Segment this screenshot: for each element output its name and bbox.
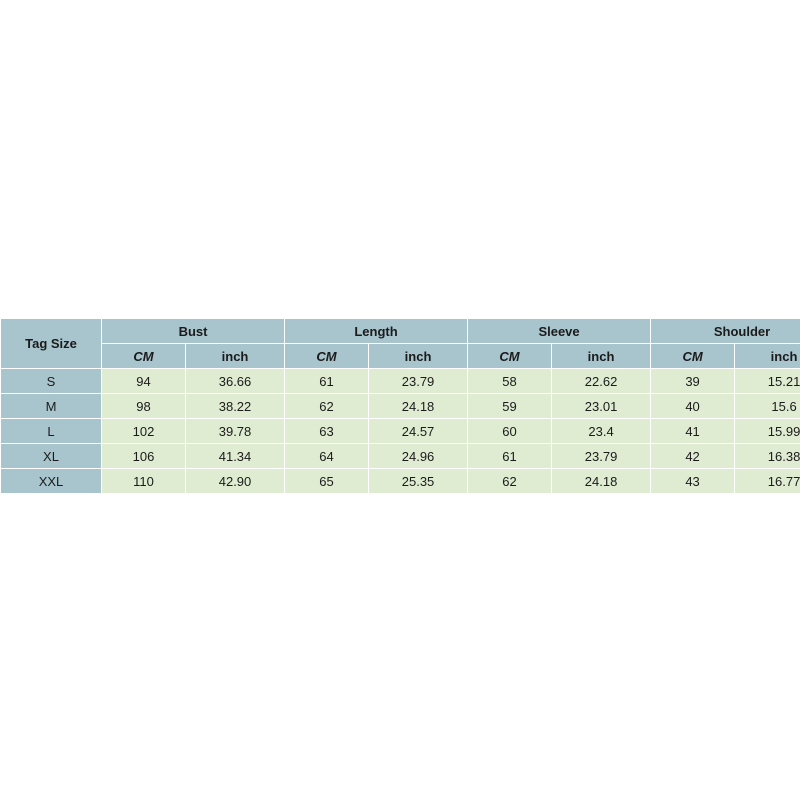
cell-sleeve-cm: 62 xyxy=(468,469,552,494)
size-chart-table-container xyxy=(0,318,800,494)
cell-shoulder-inch: 15.99 xyxy=(735,419,800,444)
header-length-inch: inch xyxy=(369,344,468,369)
header-length-cm: CM xyxy=(285,344,369,369)
header-shoulder-inch: inch xyxy=(735,344,800,369)
cell-sleeve-inch: 23.01 xyxy=(552,394,651,419)
cell-bust-cm: 98 xyxy=(102,394,186,419)
cell-shoulder-inch: 15.21 xyxy=(735,369,800,394)
table-row xyxy=(1,444,800,469)
header-shoulder-cm: CM xyxy=(651,344,735,369)
cell-length-inch: 24.18 xyxy=(369,394,468,419)
header-sleeve-cm: CM xyxy=(468,344,552,369)
header-group-length: Length xyxy=(285,319,468,344)
header-group-shoulder: Shoulder xyxy=(651,319,800,344)
cell-sleeve-cm: 58 xyxy=(468,369,552,394)
row-size-label: S xyxy=(1,369,102,394)
cell-length-cm: 65 xyxy=(285,469,369,494)
cell-length-inch: 23.79 xyxy=(369,369,468,394)
header-group-sleeve: Sleeve xyxy=(468,319,651,344)
cell-length-cm: 61 xyxy=(285,369,369,394)
row-size-label: L xyxy=(1,419,102,444)
cell-shoulder-inch: 16.77 xyxy=(735,469,800,494)
cell-length-inch: 24.57 xyxy=(369,419,468,444)
cell-bust-cm: 94 xyxy=(102,369,186,394)
cell-length-cm: 63 xyxy=(285,419,369,444)
table-row xyxy=(1,394,800,419)
cell-sleeve-inch: 23.4 xyxy=(552,419,651,444)
cell-shoulder-cm: 43 xyxy=(651,469,735,494)
row-size-label: XL xyxy=(1,444,102,469)
cell-bust-cm: 106 xyxy=(102,444,186,469)
size-chart-table xyxy=(0,318,800,494)
row-size-label: XXL xyxy=(1,469,102,494)
cell-bust-inch: 42.90 xyxy=(186,469,285,494)
cell-sleeve-inch: 24.18 xyxy=(552,469,651,494)
table-row xyxy=(1,469,800,494)
cell-bust-cm: 110 xyxy=(102,469,186,494)
cell-length-cm: 64 xyxy=(285,444,369,469)
cell-sleeve-cm: 60 xyxy=(468,419,552,444)
cell-shoulder-cm: 42 xyxy=(651,444,735,469)
cell-bust-inch: 39.78 xyxy=(186,419,285,444)
cell-sleeve-cm: 59 xyxy=(468,394,552,419)
cell-length-inch: 24.96 xyxy=(369,444,468,469)
table-header-unit-row xyxy=(1,344,800,369)
cell-shoulder-cm: 41 xyxy=(651,419,735,444)
cell-bust-inch: 38.22 xyxy=(186,394,285,419)
cell-bust-cm: 102 xyxy=(102,419,186,444)
cell-shoulder-cm: 39 xyxy=(651,369,735,394)
header-tag-size: Tag Size xyxy=(1,319,102,369)
cell-bust-inch: 36.66 xyxy=(186,369,285,394)
table-header-group-row xyxy=(1,319,800,344)
header-bust-cm: CM xyxy=(102,344,186,369)
cell-sleeve-inch: 22.62 xyxy=(552,369,651,394)
header-bust-inch: inch xyxy=(186,344,285,369)
table-row xyxy=(1,369,800,394)
cell-sleeve-cm: 61 xyxy=(468,444,552,469)
cell-shoulder-cm: 40 xyxy=(651,394,735,419)
cell-length-inch: 25.35 xyxy=(369,469,468,494)
table-row xyxy=(1,419,800,444)
header-sleeve-inch: inch xyxy=(552,344,651,369)
cell-length-cm: 62 xyxy=(285,394,369,419)
cell-sleeve-inch: 23.79 xyxy=(552,444,651,469)
cell-bust-inch: 41.34 xyxy=(186,444,285,469)
row-size-label: M xyxy=(1,394,102,419)
cell-shoulder-inch: 16.38 xyxy=(735,444,800,469)
cell-shoulder-inch: 15.6 xyxy=(735,394,800,419)
header-group-bust: Bust xyxy=(102,319,285,344)
